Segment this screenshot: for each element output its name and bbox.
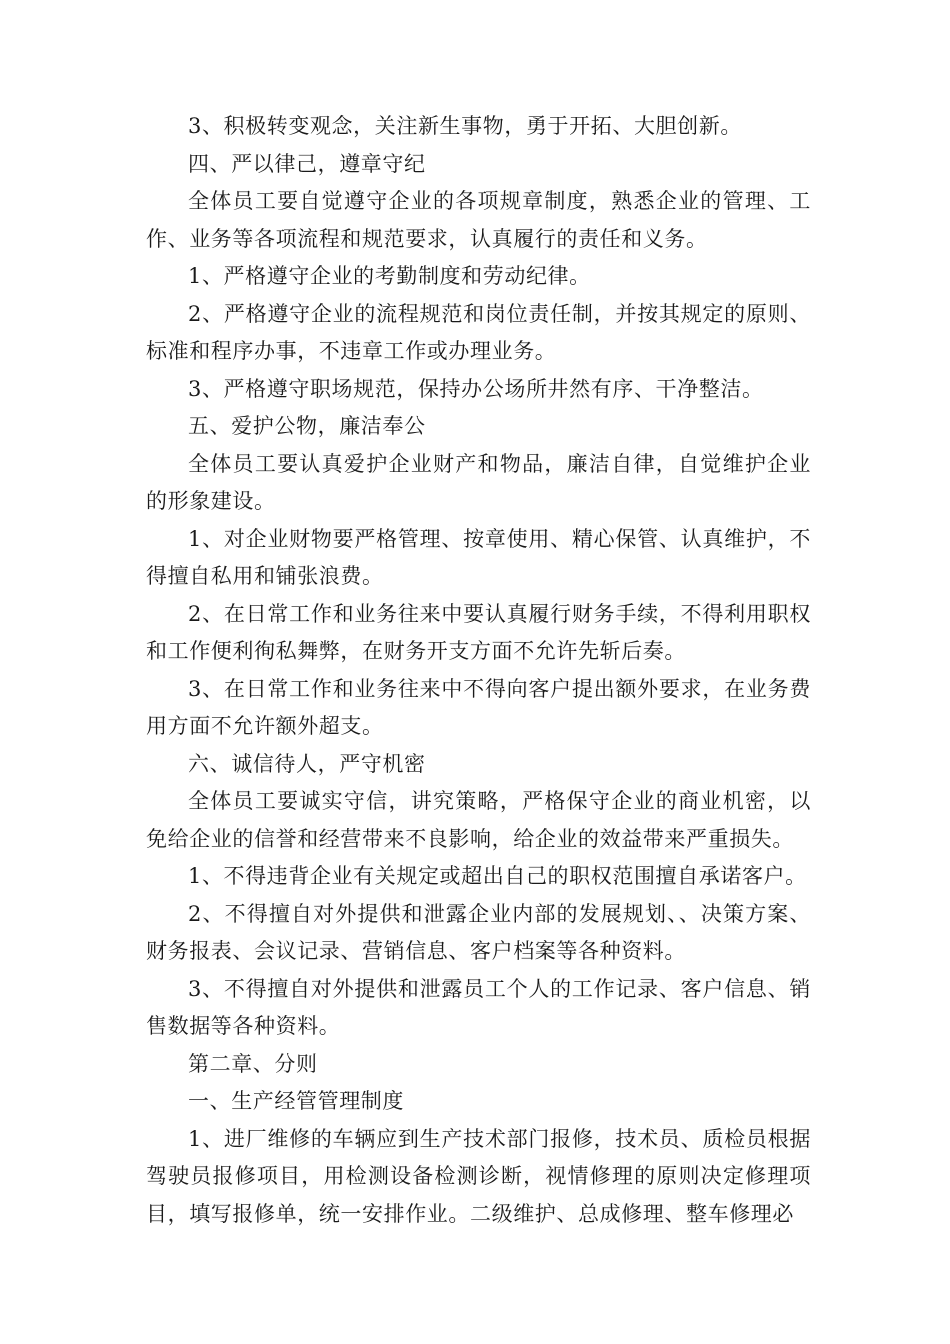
paragraph: 2、在日常工作和业务往来中要认真履行财务手续，不得利用职权和工作便利徇私舞弊，在财务开支方面不允许先斩后奏。	[146, 601, 811, 663]
section-heading: 六、诚信待人，严守机密	[188, 751, 426, 776]
paragraph: 1、严格遵守企业的考勤制度和劳动纪律。	[188, 264, 591, 288]
section-heading: 四、严以律己，遵章守纪	[188, 151, 426, 176]
paragraph: 1、对企业财物要严格管理、按章使用、精心保管、认真维护，不得擅自私用和铺张浪费。	[146, 526, 811, 588]
section-heading: 五、爱护公物，廉洁奉公	[188, 414, 426, 438]
paragraph: 3、严格遵守职场规范，保持办公场所井然有序、干净整洁。	[188, 376, 764, 401]
paragraph: 2、严格遵守企业的流程规范和岗位责任制，并按其规定的原则、标准和程序办事，不违章工作或办理业务。	[146, 301, 811, 363]
chapter-heading: 第二章、分则	[188, 1051, 318, 1076]
section-heading: 一、生产经管管理制度	[188, 1089, 404, 1113]
paragraph: 2、不得擅自对外提供和泄露企业内部的发展规划、、决策方案、财务报表、会议记录、营销信息、客户档案等各种资料。	[146, 901, 811, 963]
paragraph: 3、不得擅自对外提供和泄露员工个人的工作记录、客户信息、销售数据等各种资料。	[146, 976, 811, 1038]
document-body	[146, 108, 811, 1233]
paragraph: 1、不得违背企业有关规定或超出自己的职权范围擅自承诺客户。	[188, 864, 807, 888]
paragraph: 3、积极转变观念，关注新生事物，勇于开拓、大胆创新。	[188, 114, 742, 138]
paragraph: 全体员工要自觉遵守企业的各项规章制度，熟悉企业的管理、工作、业务等各项流程和规范要求，认真履行的责任和义务。	[146, 189, 811, 251]
paragraph: 全体员工要认真爱护企业财产和物品，廉洁自律，自觉维护企业的形象建设。	[146, 451, 811, 513]
paragraph: 3、在日常工作和业务往来中不得向客户提出额外要求，在业务费用方面不允许额外超支。	[146, 676, 811, 738]
paragraph: 1、进厂维修的车辆应到生产技术部门报修，技术员、质检员根据驾驶员报修项目，用检测设备检测诊断，视情修理的原则决定修理项目，填写报修单，统一安排作业。二级维护、总成修理、整车修理必	[146, 1126, 811, 1226]
paragraph: 全体员工要诚实守信，讲究策略，严格保守企业的商业机密，以免给企业的信誉和经营带来不良影响，给企业的效益带来严重损失。	[146, 789, 811, 851]
